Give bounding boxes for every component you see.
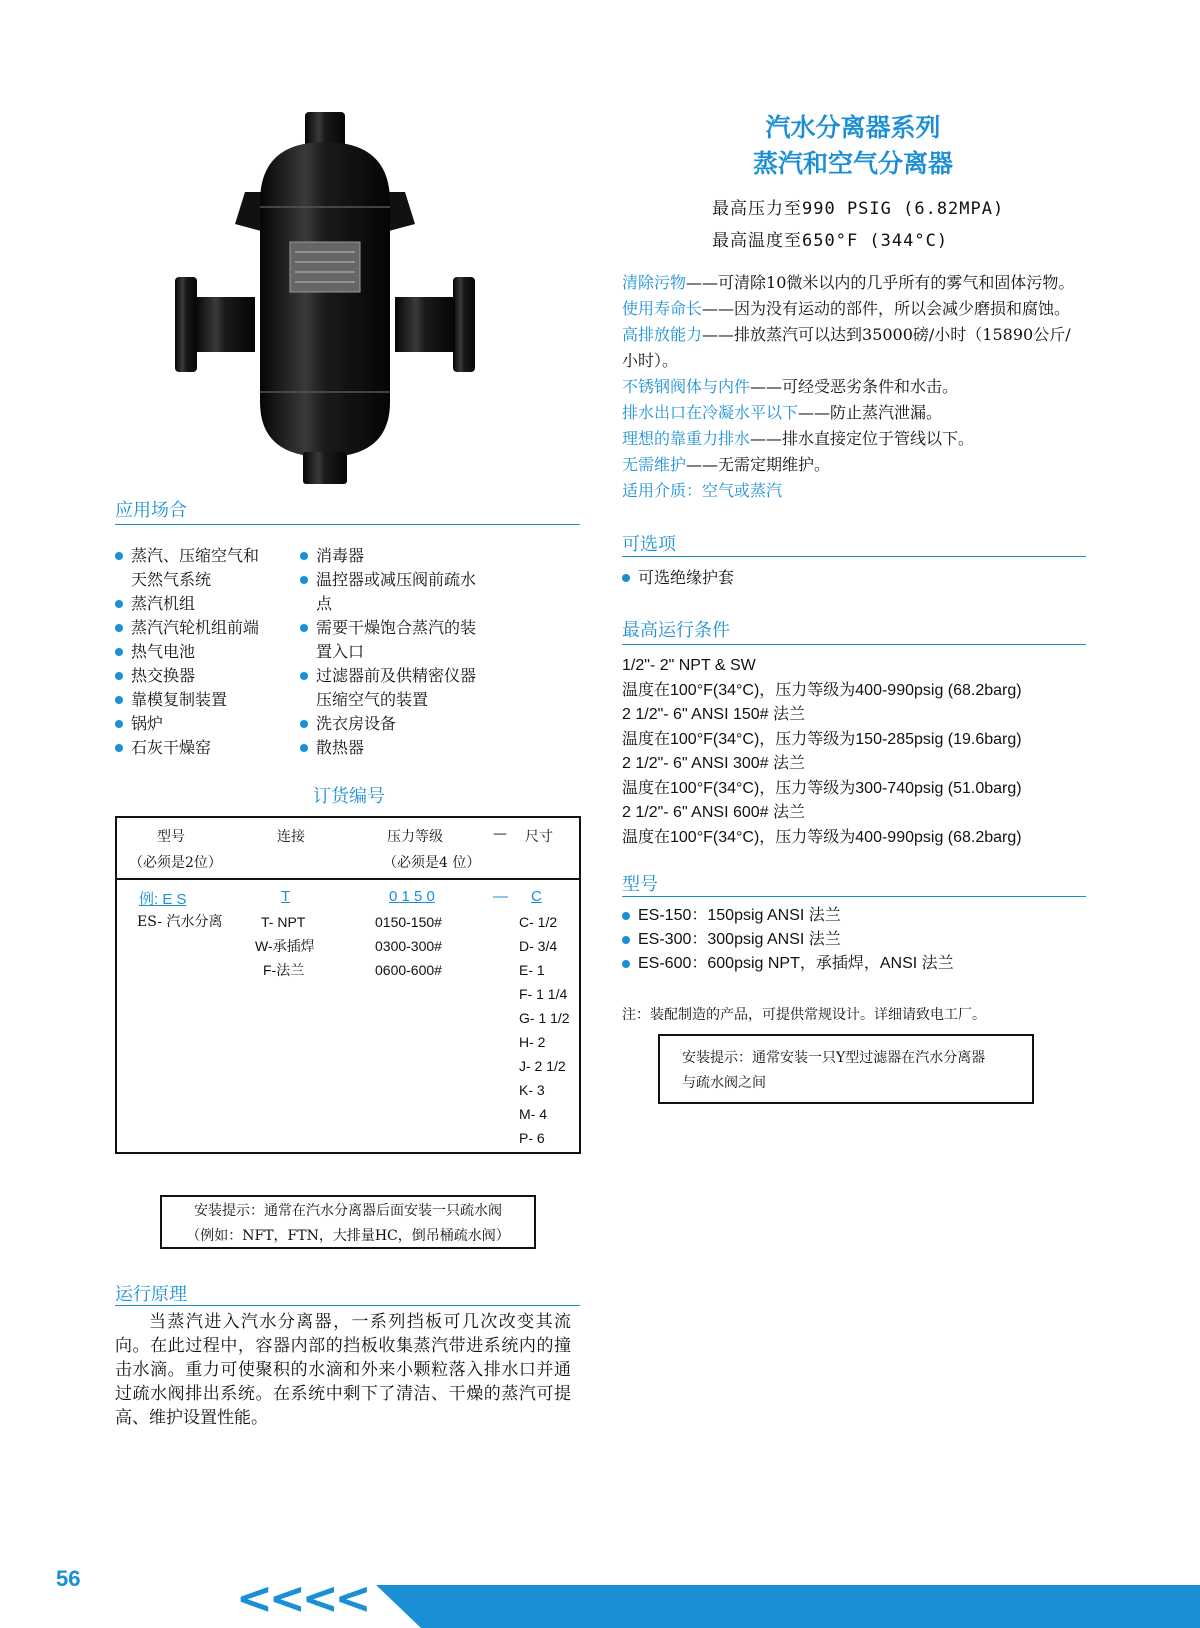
applications-divider	[115, 524, 580, 525]
list-item: 洗衣房设备	[298, 712, 478, 736]
applications-left-list	[113, 544, 273, 760]
note: 注：装配制造的产品，可提供常规设计。详细请致电工厂。	[622, 1007, 986, 1023]
table-cell: 0300-300#	[375, 938, 442, 954]
list-item: 靠模复制装置	[113, 688, 273, 712]
models-list	[622, 904, 954, 976]
feature-item: 理想的靠重力排水——排水直接定位于管线以下。	[622, 429, 975, 448]
applications-title: 应用场合	[115, 500, 187, 521]
list-item: 石灰干燥窑	[113, 736, 273, 760]
tip-line: 安装提示：通常安装一只Y型过滤器在汽水分离器	[682, 1050, 986, 1066]
example-connection: T	[281, 888, 291, 905]
arrows-decoration: <<<<	[236, 1573, 368, 1624]
feature-item: 清除污物——可清除10微米以内的几乎所有的雾气和固体污物。	[622, 273, 1075, 292]
table-cell: D- 3/4	[519, 938, 558, 954]
header-connection: 连接	[277, 829, 305, 845]
condition-size: 2 1/2"- 6" ANSI 600# 法兰	[622, 804, 806, 821]
table-cell: P- 6	[519, 1130, 545, 1146]
footer-band	[376, 1585, 1200, 1628]
order-code-table	[115, 816, 581, 1154]
list-item: 锅炉	[113, 712, 273, 736]
feature-item: 不锈钢阀体与内件——可经受恶劣条件和水击。	[622, 377, 959, 396]
list-item: 蒸汽汽轮机组前端	[113, 616, 273, 640]
table-cell: K- 3	[519, 1082, 545, 1098]
header-size: 尺寸	[525, 829, 553, 845]
tip-line: （例如：NFT，FTN，大排量HC，倒吊桶疏水阀）	[186, 1228, 510, 1244]
tip-line: 安装提示：通常在汽水分离器后面安装一只疏水阀	[194, 1203, 502, 1219]
tip-line: 与疏水阀之间	[682, 1075, 766, 1091]
header-model: 型号	[157, 829, 185, 845]
pressure-column	[375, 910, 442, 982]
table-cell: M- 4	[519, 1106, 547, 1122]
table-cell: 0600-600#	[375, 962, 442, 978]
max-pressure: 最高压力至990 PSIG (6.82MPA)	[712, 199, 1005, 219]
order-title: 订货编号	[313, 786, 385, 807]
header-model-note: （必须是2位）	[129, 855, 222, 871]
condition-rating: 温度在100°F(34°C)，压力等级为400-990psig (68.2barg)	[622, 828, 1022, 846]
feature-item: 使用寿命长——因为没有运动的部件，所以会减少磨损和腐蚀。	[622, 299, 1071, 318]
conditions-title: 最高运行条件	[622, 620, 730, 641]
table-cell: F-法兰	[263, 962, 305, 978]
feature-list	[622, 270, 1082, 504]
max-temperature: 最高温度至650°F (344°C)	[712, 231, 949, 251]
table-cell: ES- 汽水分离	[137, 914, 223, 930]
page-title: 汽水分离器系列	[765, 113, 941, 142]
table-cell: F- 1 1/4	[519, 986, 568, 1002]
conditions-block	[622, 654, 1022, 850]
options-title: 可选项	[622, 534, 676, 555]
example-model: 例: E S	[139, 891, 187, 908]
principle-text: 当蒸汽进入汽水分离器，一系列挡板可几次改变其流向。在此过程中，容器内部的挡板收集蒸汽带进系统内的撞击水滴。重力可使聚积的水滴和外来小颗粒落入排水口并通过疏水阀排出系统。在系统中剩下了清洁、干燥的蒸汽可提高、维护设置性能。	[115, 1312, 571, 1428]
table-cell: G- 1 1/2	[519, 1010, 570, 1026]
table-cell: 0150-150#	[375, 914, 442, 930]
header-dash: —	[493, 826, 507, 842]
connection-column	[255, 910, 315, 982]
principle-title: 运行原理	[115, 1284, 187, 1305]
models-title: 型号	[622, 874, 658, 895]
table-cell: T- NPT	[261, 914, 306, 930]
table-cell: J- 2 1/2	[519, 1058, 566, 1074]
install-tip-right	[658, 1034, 1034, 1104]
page-number: 56	[56, 1566, 81, 1591]
list-item: 消毒器	[298, 544, 478, 568]
condition-rating: 温度在100°F(34°C)，压力等级为400-990psig (68.2barg)	[622, 681, 1022, 699]
example-pressure: 0 1 5 0	[389, 888, 435, 905]
list-item: 温控器或减压阀前疏水点	[298, 568, 478, 616]
size-column	[519, 910, 570, 1150]
condition-size: 1/2"- 2" NPT & SW	[622, 657, 756, 674]
condition-size: 2 1/2"- 6" ANSI 150# 法兰	[622, 706, 806, 723]
applications-right-list	[298, 544, 478, 760]
model-column	[137, 910, 223, 934]
header-pressure-note: （必须是4 位）	[383, 855, 481, 871]
table-cell: E- 1	[519, 962, 545, 978]
header-divider	[117, 878, 579, 880]
list-item: 需要干燥饱合蒸汽的装置入口	[298, 616, 478, 664]
condition-rating: 温度在100°F(34°C)，压力等级为300-740psig (51.0barg)	[622, 779, 1022, 797]
options-divider	[622, 556, 1086, 557]
list-item: ES-300：300psig ANSI 法兰	[622, 928, 954, 952]
list-item: 过滤器前及供精密仪器压缩空气的装置	[298, 664, 478, 712]
principle-divider	[115, 1305, 580, 1306]
list-item: 热交换器	[113, 664, 273, 688]
table-cell: H- 2	[519, 1034, 546, 1050]
condition-rating: 温度在100°F(34°C)，压力等级为150-285psig (19.6barg)	[622, 730, 1022, 748]
list-item: 可选绝缘护套	[620, 566, 920, 590]
feature-item: 排水出口在冷凝水平以下——防止蒸汽泄漏。	[622, 403, 943, 422]
list-item: ES-600：600psig NPT，承插焊，ANSI 法兰	[622, 952, 954, 976]
table-cell: W-承插焊	[255, 938, 315, 954]
install-tip-left	[160, 1195, 536, 1249]
example-size: C	[531, 888, 542, 905]
header-pressure: 压力等级	[387, 829, 443, 845]
list-item: 蒸汽机组	[113, 592, 273, 616]
feature-item: 适用介质：空气或蒸汽	[622, 481, 783, 500]
list-item: 热气电池	[113, 640, 273, 664]
feature-item: 高排放能力——排放蒸汽可以达到35000磅/小时（15890公斤/小时）。	[622, 325, 1071, 370]
options-list	[620, 566, 920, 590]
table-cell: C- 1/2	[519, 914, 558, 930]
example-dash: —	[493, 888, 508, 905]
feature-item: 无需维护——无需定期维护。	[622, 455, 831, 474]
conditions-divider	[622, 644, 1086, 645]
list-item: ES-150：150psig ANSI 法兰	[622, 904, 954, 928]
list-item: 蒸汽、压缩空气和天然气系统	[113, 544, 273, 592]
page-subtitle: 蒸汽和空气分离器	[752, 149, 953, 178]
condition-size: 2 1/2"- 6" ANSI 300# 法兰	[622, 755, 806, 772]
product-photo	[165, 112, 485, 492]
list-item: 散热器	[298, 736, 478, 760]
models-divider	[622, 896, 1086, 897]
